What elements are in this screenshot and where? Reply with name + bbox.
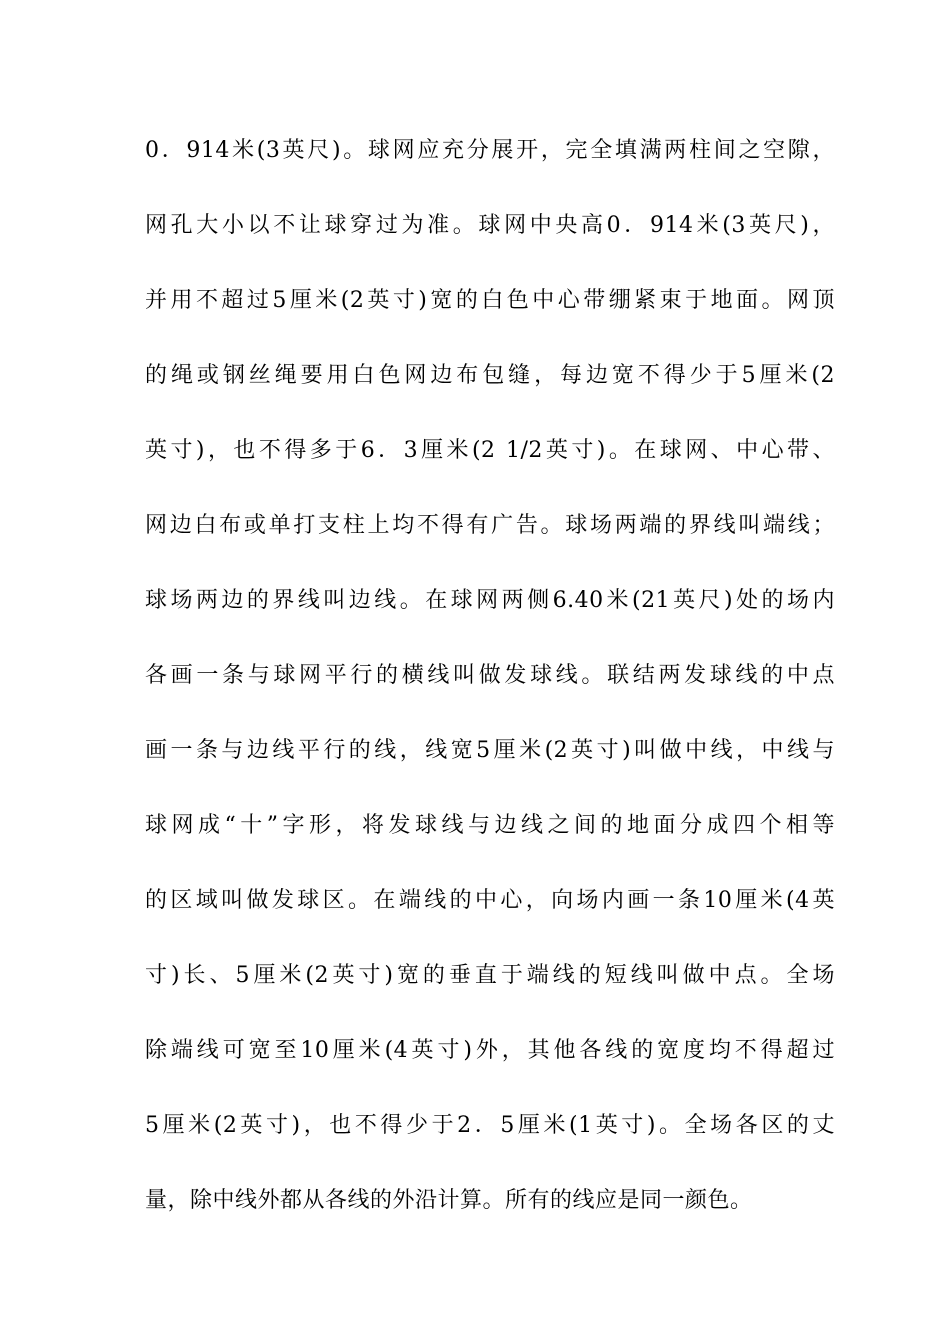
text-line: 并用不超过5厘米(2英寸)宽的白色中心带绷紧束于地面。网顶 — [145, 288, 835, 313]
text-line: 网边白布或单打支柱上均不得有广告。球场两端的界线叫端线； — [145, 513, 835, 538]
text-line: 除端线可宽至10厘米(4英寸)外，其他各线的宽度均不得超过 — [145, 1038, 835, 1063]
text-line: 的区域叫做发球区。在端线的中心，向场内画一条10厘米(4英 — [145, 888, 835, 913]
body-paragraph — [145, 125, 835, 1250]
text-line: 球场两边的界线叫边线。在球网两侧6.40米(21英尺)处的场内 — [145, 588, 835, 613]
text-line: 英寸)，也不得多于6．3厘米(2 1/2英寸)。在球网、中心带、 — [145, 438, 835, 463]
text-line: 的绳或钢丝绳要用白色网边布包缝，每边宽不得少于5厘米(2 — [145, 363, 835, 388]
text-line: 各画一条与球网平行的横线叫做发球线。联结两发球线的中点 — [145, 663, 835, 688]
text-line: 量，除中线外都从各线的外沿计算。所有的线应是同一颜色。 — [145, 1188, 753, 1213]
text-line: 画一条与边线平行的线，线宽5厘米(2英寸)叫做中线，中线与 — [145, 738, 835, 763]
text-line: 网孔大小以不让球穿过为准。球网中央高0．914米(3英尺)， — [145, 213, 835, 238]
text-line: 球网成“十”字形，将发球线与边线之间的地面分成四个相等 — [145, 813, 835, 838]
text-line: 5厘米(2英寸)，也不得少于2．5厘米(1英寸)。全场各区的丈 — [145, 1113, 835, 1138]
text-line: 寸)长、5厘米(2英寸)宽的垂直于端线的短线叫做中点。全场 — [145, 963, 835, 988]
text-line: 0．914米(3英尺)。球网应充分展开，完全填满两柱间之空隙， — [145, 138, 835, 163]
